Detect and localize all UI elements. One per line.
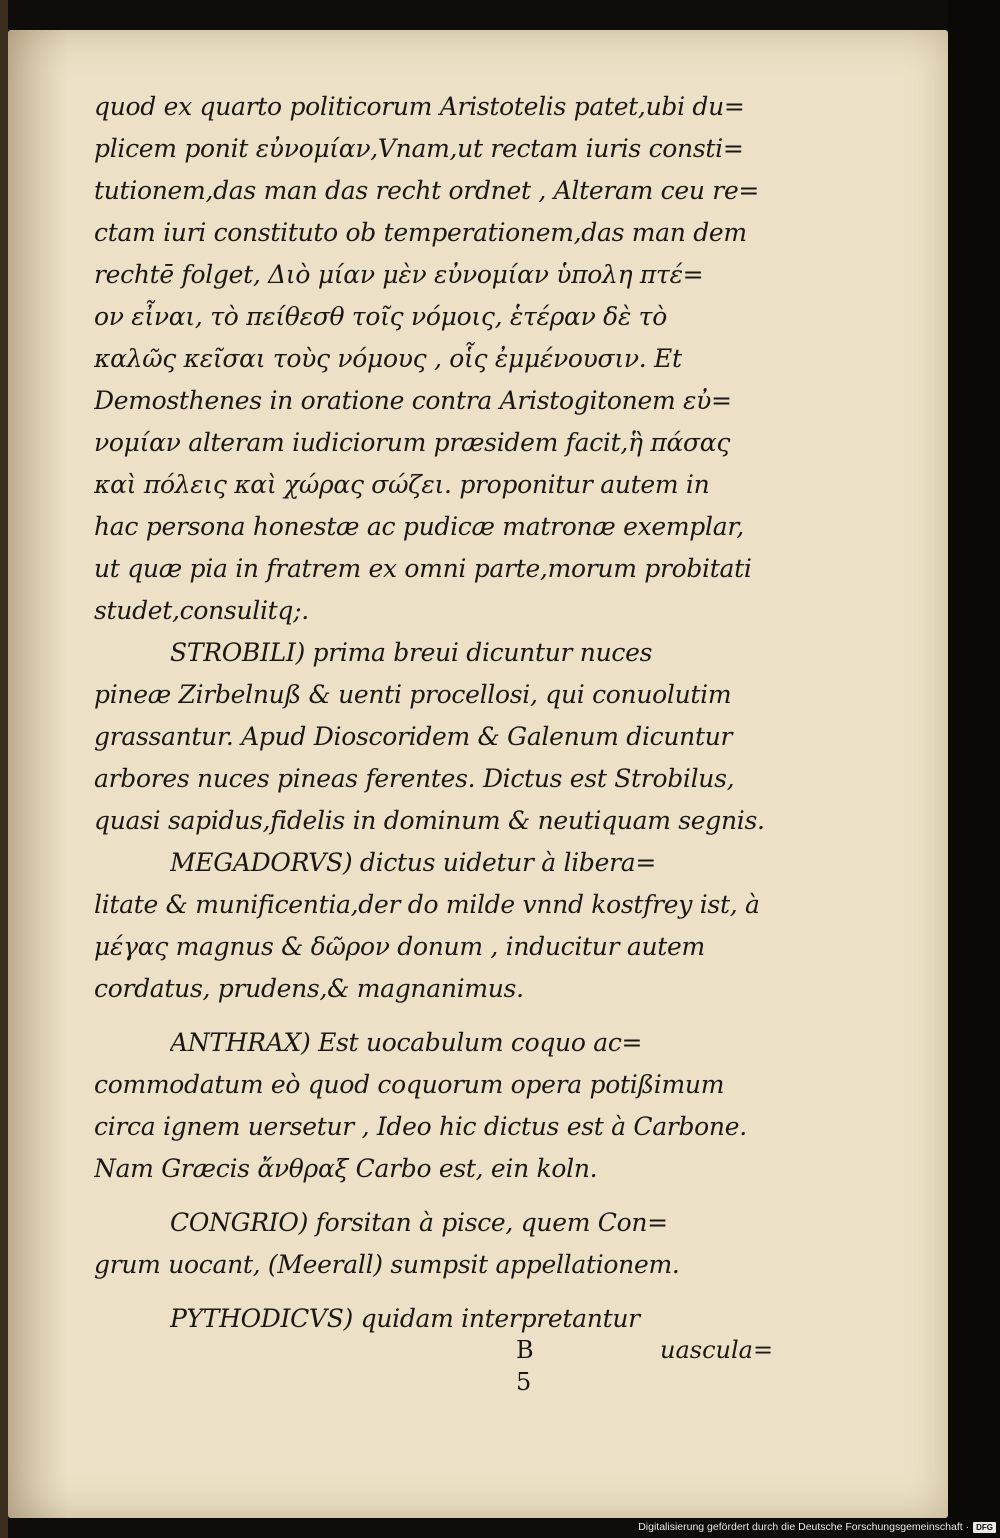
text-line: ον εἶναι, τὸ πείθεσθ τοῖς νόμοις, ἑτέραν δὲ τὸ (94, 302, 667, 331)
text-line: μέγας magnus & δῶρον donum , inducitur autem (94, 932, 705, 961)
text-line: καλῶς κεῖσαι τοὺς νόμους , οἷς ἐμμένουσιν. Et (94, 344, 682, 373)
catchword: uascula= (660, 1336, 774, 1364)
text-line: pineæ Zirbelnuß & uenti procellosi, qui conuolutim (94, 680, 732, 709)
scan-background-edge (948, 0, 1000, 1538)
text-line: νομίαν alteram iudiciorum præsidem facit,ἣ πάσας (94, 428, 731, 457)
text-line: rechtē folget, Διὸ μίαν μὲν εὐνομίαν ὑπολη πτέ= (94, 260, 704, 289)
digitization-footer (600, 1516, 1000, 1538)
text-line: commodatum eò quod coquorum opera potißimum (94, 1070, 725, 1099)
text-line: arbores nuces pineas ferentes. Dictus est Strobilus, (94, 764, 735, 793)
text-line: quod ex quarto politicorum Aristotelis patet,ubi du= (94, 92, 745, 121)
text-line: ctam iuri constituto ob temperationem,das man dem (94, 218, 747, 247)
text-line: circa ignem uersetur , Ideo hic dictus est à Carbone. (94, 1112, 747, 1141)
binding-spine (0, 0, 8, 1538)
text-line: plicem ponit εὐνομίαν,Vnam,ut rectam iuris consti= (94, 134, 744, 163)
text-line: quasi sapidus,fidelis in dominum & neutiquam segnis. (94, 806, 765, 835)
dfg-logo-icon: DFG (973, 1522, 996, 1533)
text-line: cordatus, prudens,& magnanimus. (94, 974, 524, 1003)
text-line: hac persona honestæ ac pudicæ matronæ exemplar, (94, 512, 744, 541)
section-heading-anthrax: ANTHRAX) Est uocabulum coquo ac= (170, 1028, 643, 1057)
text-line: Nam Græcis ἄνθραξ Carbo est, ein koln. (94, 1154, 598, 1183)
section-heading-megadorus: MEGADORVS) dictus uidetur à libera= (170, 848, 657, 877)
section-heading-pythodicus: PYTHODICVS) quidam interpretantur (170, 1304, 640, 1333)
text-line: studet,consulitq;. (94, 596, 309, 625)
page-text (88, 86, 768, 1340)
signature-mark: B 5 (516, 1336, 534, 1396)
text-line: grum uocant, (Meerall) sumpsit appellationem. (94, 1250, 680, 1279)
section-heading-congrio: CONGRIO) forsitan à pisce, quem Con= (170, 1208, 668, 1237)
text-line: grassantur. Apud Dioscoridem & Galenum dicuntur (94, 722, 733, 751)
text-line: ut quæ pia in fratrem ex omni parte,morum probitati (94, 554, 752, 583)
text-line: καὶ πόλεις καὶ χώρας σώζει. proponitur autem in (94, 470, 710, 499)
text-line: tutionem,das man das recht ordnet , Alteram ceu re= (94, 176, 760, 205)
footer-credit: Digitalisierung gefördert durch die Deutsche Forschungsgemeinschaft · (638, 1521, 970, 1533)
text-line: Demosthenes in oratione contra Aristogitonem εὐ= (94, 386, 732, 415)
text-line: litate & munificentia,der do milde vnnd kostfrey ist, à (94, 890, 760, 919)
section-heading-strobili: STROBILI) prima breui dicuntur nuces (170, 638, 653, 667)
